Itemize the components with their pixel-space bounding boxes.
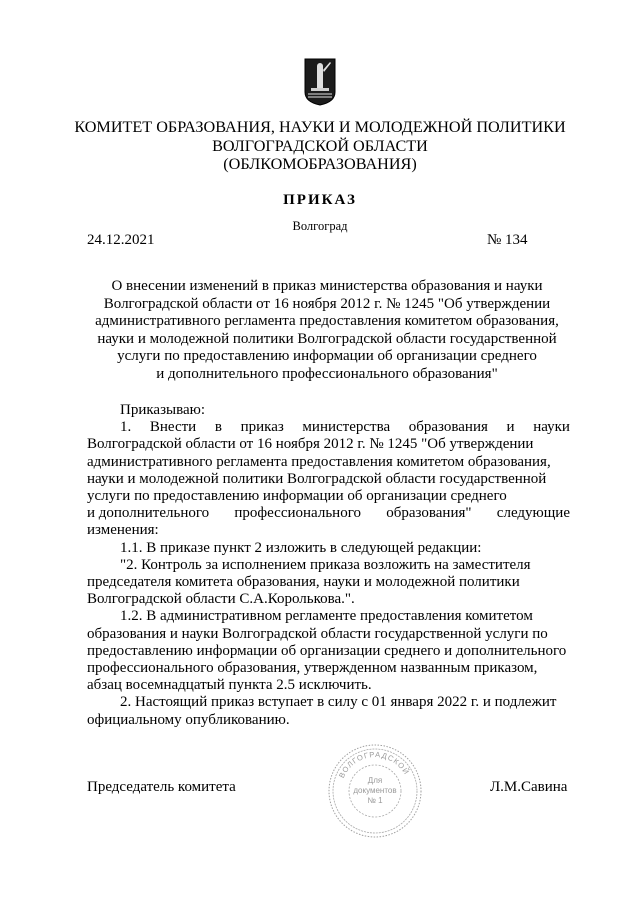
document-body [87,402,570,729]
paragraph-2-line: 2. Настоящий приказ вступает в силу с 01 января 2022 г. и подлежит [120,694,557,711]
document-subject [87,278,567,383]
official-stamp-icon [327,743,423,839]
subject-line: О внесении изменений в приказ министерства образования и науки [111,278,543,294]
document-title: ПРИКАЗ [283,192,357,208]
subject-line: и дополнительного профессионального образования" [156,365,498,382]
stamp-line: документов [353,786,397,795]
stamp-ring-text: ВОЛГОГРАДСКОЙ [337,749,412,780]
subparagraph-1-2-line: предоставлению информации об организации среднего и дополнительного [87,642,567,659]
word: министерства [302,419,391,436]
org-line: КОМИТЕТ ОБРАЗОВАНИЯ, НАУКИ И МОЛОДЕЖНОЙ ПОЛИТИКИ [74,118,566,136]
subparagraph-1-2-line: абзац восемнадцатый пункта 2.5 исключить. [87,677,372,694]
word: 1. [120,419,132,436]
org-line: (ОБЛКОМОБРАЗОВАНИЯ) [223,155,417,173]
subparagraph-1-2-line: образования и науки Волгоградской области государственной услуги по [87,625,548,642]
stamp-line: № 1 [367,796,383,805]
subject-line: административного регламента предоставления комитетом образования, [95,313,559,329]
word: в [214,419,222,436]
word: образования [408,419,488,436]
document-date: 24.12.2021 [87,232,155,248]
word: приказ [240,419,284,436]
subject-line: услуги по предоставлению информации об организации среднего [117,348,537,364]
organization-name [60,118,580,174]
subparagraph-1-2-line: профессионального образования, утвержденном названным приказом, [87,660,538,677]
quote-line: председателя комитета образования, науки и молодежной политики [87,574,520,591]
word: и [506,419,515,436]
org-line: ВОЛГОГРАДСКОЙ ОБЛАСТИ [212,136,428,155]
paragraph-1-line: услуги по предоставлению информации об организации среднего [87,488,507,505]
subparagraph-1-2-line: 1.2. В административном регламенте предоставления комитетом [120,608,533,625]
coat-of-arms-icon [304,58,336,106]
word: Внести [149,419,197,436]
order-word: Приказываю: [120,402,205,418]
word: науки [533,419,570,436]
subject-line: Волгоградской области от 16 ноября 2012 г. № 1245 "Об утверждении [103,295,551,312]
subject-line: науки и молодежной политики Волгоградской области государственной [97,330,557,347]
subparagraph-1-1: 1.1. В приказе пункт 2 изложить в следующей редакции: [120,539,482,556]
paragraph-1-first-line [87,419,570,436]
quote-line: Волгоградской области С.А.Королькова.". [87,591,355,608]
paragraph-1-line: изменения: [87,522,159,539]
paragraph-1-line: административного регламента предоставления комитетом образования, [87,453,551,470]
paragraph-1-line: науки и молодежной политики Волгоградской области государственной [87,470,547,487]
word-group: профессионального [234,505,361,522]
word-group: образования" [386,505,472,522]
paragraph-1-line: Волгоградской области от 16 ноября 2012 г. № 1245 "Об утверждении [87,436,534,453]
document-city: Волгоград [292,219,348,233]
stamp-line: Для [367,776,383,785]
signer-position: Председатель комитета [87,779,236,795]
paragraph-2-line: официальному опубликованию. [87,711,290,728]
word-group: и дополнительного [87,505,210,522]
document-number: № 134 [487,232,528,248]
word-group: следующие [496,505,570,522]
signer-name: Л.М.Савина [490,779,568,795]
paragraph-1-justified-line [87,505,570,522]
quote-line: "2. Контроль за исполнением приказа возложить на заместителя [120,556,531,573]
